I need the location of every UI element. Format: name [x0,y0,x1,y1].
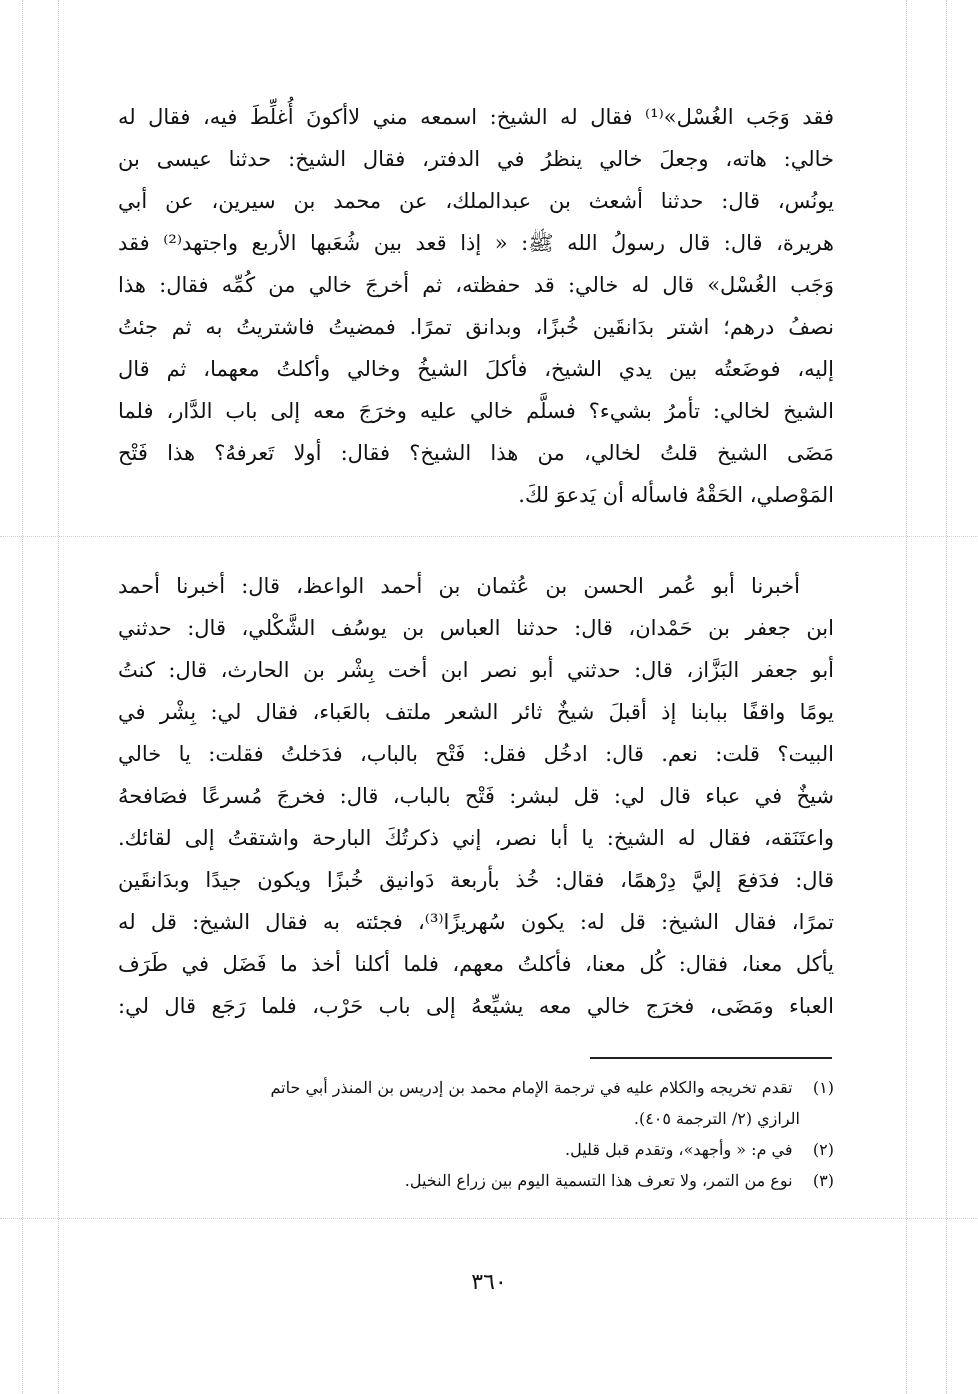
footnote-text: تقدم تخريجه والكلام عليه في ترجمة الإمام محمد بن إدريس بن المنذر أبي حاتم [270,1078,793,1097]
scan-guide-line [22,0,23,1394]
text-line: فقد وَجَب الغُسْل»⁽¹⁾ فقال له الشيخ: اسمعه مني لاأكونَ أُغلِّطَ فيه، فقال له [118,105,834,129]
footnote-marker: (١) [812,1078,834,1097]
footnote-1 [118,1072,834,1134]
text-line: الشيخ لخالي: تأمرُ بشيء؟ فسلَّم خالي عليه وخرَجَ معه إلى باب الدَّار، فلما [118,399,834,423]
footnotes [118,1072,834,1196]
text-line: هريرة، قال: قال رسولُ الله ﷺ: « إذا قعد بين شُعَبها الأربع واجتهد⁽²⁾ فقد [118,231,834,255]
text-line: أبو جعفر البَزَّاز، قال: حدثني أبو نصر ابن أخت بِشْر بن الحارث، قال: كنتُ [118,658,834,682]
text-line: تمرًا، فقال الشيخ: قل له: يكون سُهريزًا⁽³⁾، فجئته به فقال الشيخ: قل له [118,910,834,934]
text-line: إليه، فوضَعتُه بين يدي الشيخ، فأكلَ الشيخُ وخالي وأكلتُ معهما، ثم قال [118,357,834,381]
footnote-line [118,1134,834,1165]
text-line: العباء ومَضَى، فخرَج خالي معه يشيِّعهُ إلى باب حَرْب، فلما رَجَع قال لي: [118,994,834,1018]
footnote-line: الرازي (٢/ الترجمة ٤٠٥). [633,1109,800,1128]
text-line: البيت؟ قلت: نعم. قال: ادخُل فقل: فَتْح بالباب، فدَخلتُ فقلت: يا خالي [118,742,834,766]
text-line: يومًا واقفًا ببابنا إذ أقبلَ شيخٌ ثائر الشعر ملتف بالعَباء، فقال لي: بِشْر في [118,700,834,724]
scan-guide-line [0,1218,978,1219]
scan-guide-line [946,0,947,1394]
scan-guide-line [0,536,978,537]
text-line: خالي: هاته، وجعلَ خالي ينظرُ في الدفتر، فقال الشيخ: حدثنا عيسى بن [118,147,834,171]
text-line: يأكل معنا، فقال: كُل معنا، فأكلتُ معهم، فلما أكلنا أخذ ما فَضَل في طَرَف [118,952,834,976]
text-line: مَضَى الشيخ قلتُ لخالي، من هذا الشيخ؟ فقال: أولا تَعرفهُ؟ هذا فَتْح [118,441,834,465]
text-line: المَوْصلي، الحَقْهُ فاسأله أن يَدعوَ لكَ. [518,483,834,507]
text-line: نصفُ درهم؛ اشتر بدَانقَين خُبزًا، وبدانق تمرًا. فمضيتُ فاشتريتُ به ثم جئتُ [118,315,834,339]
text-line: شيخٌ في عباء قال لي: قل لبشر: فَتْح بالباب، قال: فخرجَ مُسرعًا فصَافحهُ [118,784,834,808]
text-line: واعتَنَقه، فقال له الشيخ: يا أبا نصر، إني ذكرتُكَ البارحة واشتقتُ إلى لقائك. [118,826,834,850]
footnote-3 [118,1165,834,1196]
footnote-text: نوع من التمر، ولا تعرف هذا التسمية اليوم بين زراع النخيل. [404,1171,793,1190]
text-line: قال: فدَفعَ إليَّ دِرْهمًا، فقال: خُذ بأربعة دَوانيق خُبزًا ويكون جيدًا وبدَانقَين [118,868,834,892]
text-line: ابن جعفر بن حَمْدان، قال: حدثنا العباس بن يوسُف الشَّكْلي، قال: حدثني [118,616,834,640]
text-line: أخبرنا أبو عُمر الحسن بن عُثمان بن أحمد الواعظ، قال: أخبرنا أحمد [118,574,800,598]
footnote-line [118,1072,834,1103]
footnote-marker: (٢) [812,1140,834,1159]
text-line: وَجَب الغُسْل» قال له خالي: قد حفظته، ثم أخرجَ خالي من كُمِّه فقال: هذا [118,273,834,297]
footnote-marker: (٣) [812,1171,834,1190]
scan-guide-line [906,0,907,1394]
page-number: ٣٦٠ [471,1270,507,1295]
footnote-line [118,1165,834,1196]
footnote-text: في م: « وأجهد»، وتقدم قبل قليل. [565,1140,793,1159]
paragraph [118,96,834,516]
paragraph [118,565,834,1027]
footnote-2 [118,1134,834,1165]
text-line: يونُس، قال: حدثنا أشعث بن عبدالملك، عن محمد بن سيرين، عن أبي [118,189,834,213]
footnote-separator [590,1057,832,1059]
scan-guide-line [58,0,59,1394]
